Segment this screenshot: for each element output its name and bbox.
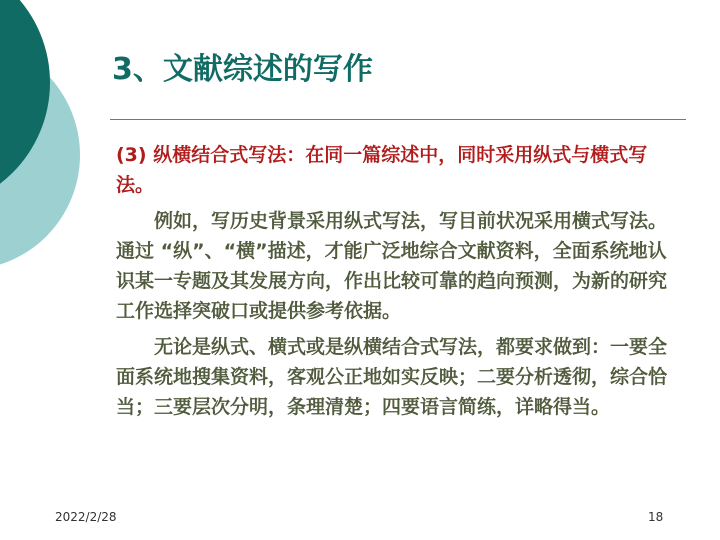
paragraph-definition: (3) 纵横结合式写法：在同一篇综述中，同时采用纵式与横式写法。 <box>116 144 648 196</box>
slide-title: 3、文献综述的写作 <box>112 52 373 87</box>
paragraph-example: 例如，写历史背景采用纵式写法，写目前状况采用横式写法。通过 “纵”、“横”描述，才能广泛地综合文献资料，全面系统地认识某一专题及其发展方向，作出比较可靠的趋向预测，为新的研究工作选择突破口或提供参考依据。 <box>116 210 668 322</box>
paragraph-requirements: 无论是纵式、横式或是纵横结合式写法，都要求做到：一要全面系统地搜集资料，客观公正地如实反映；二要分析透彻，综合恰当；三要层次分明，条理清楚；四要语言简练，详略得当。 <box>116 336 668 418</box>
page-number: 18 <box>648 510 664 524</box>
slide-content <box>116 140 682 428</box>
footer-date: 2022/2/28 <box>55 510 117 524</box>
title-divider <box>110 119 686 120</box>
